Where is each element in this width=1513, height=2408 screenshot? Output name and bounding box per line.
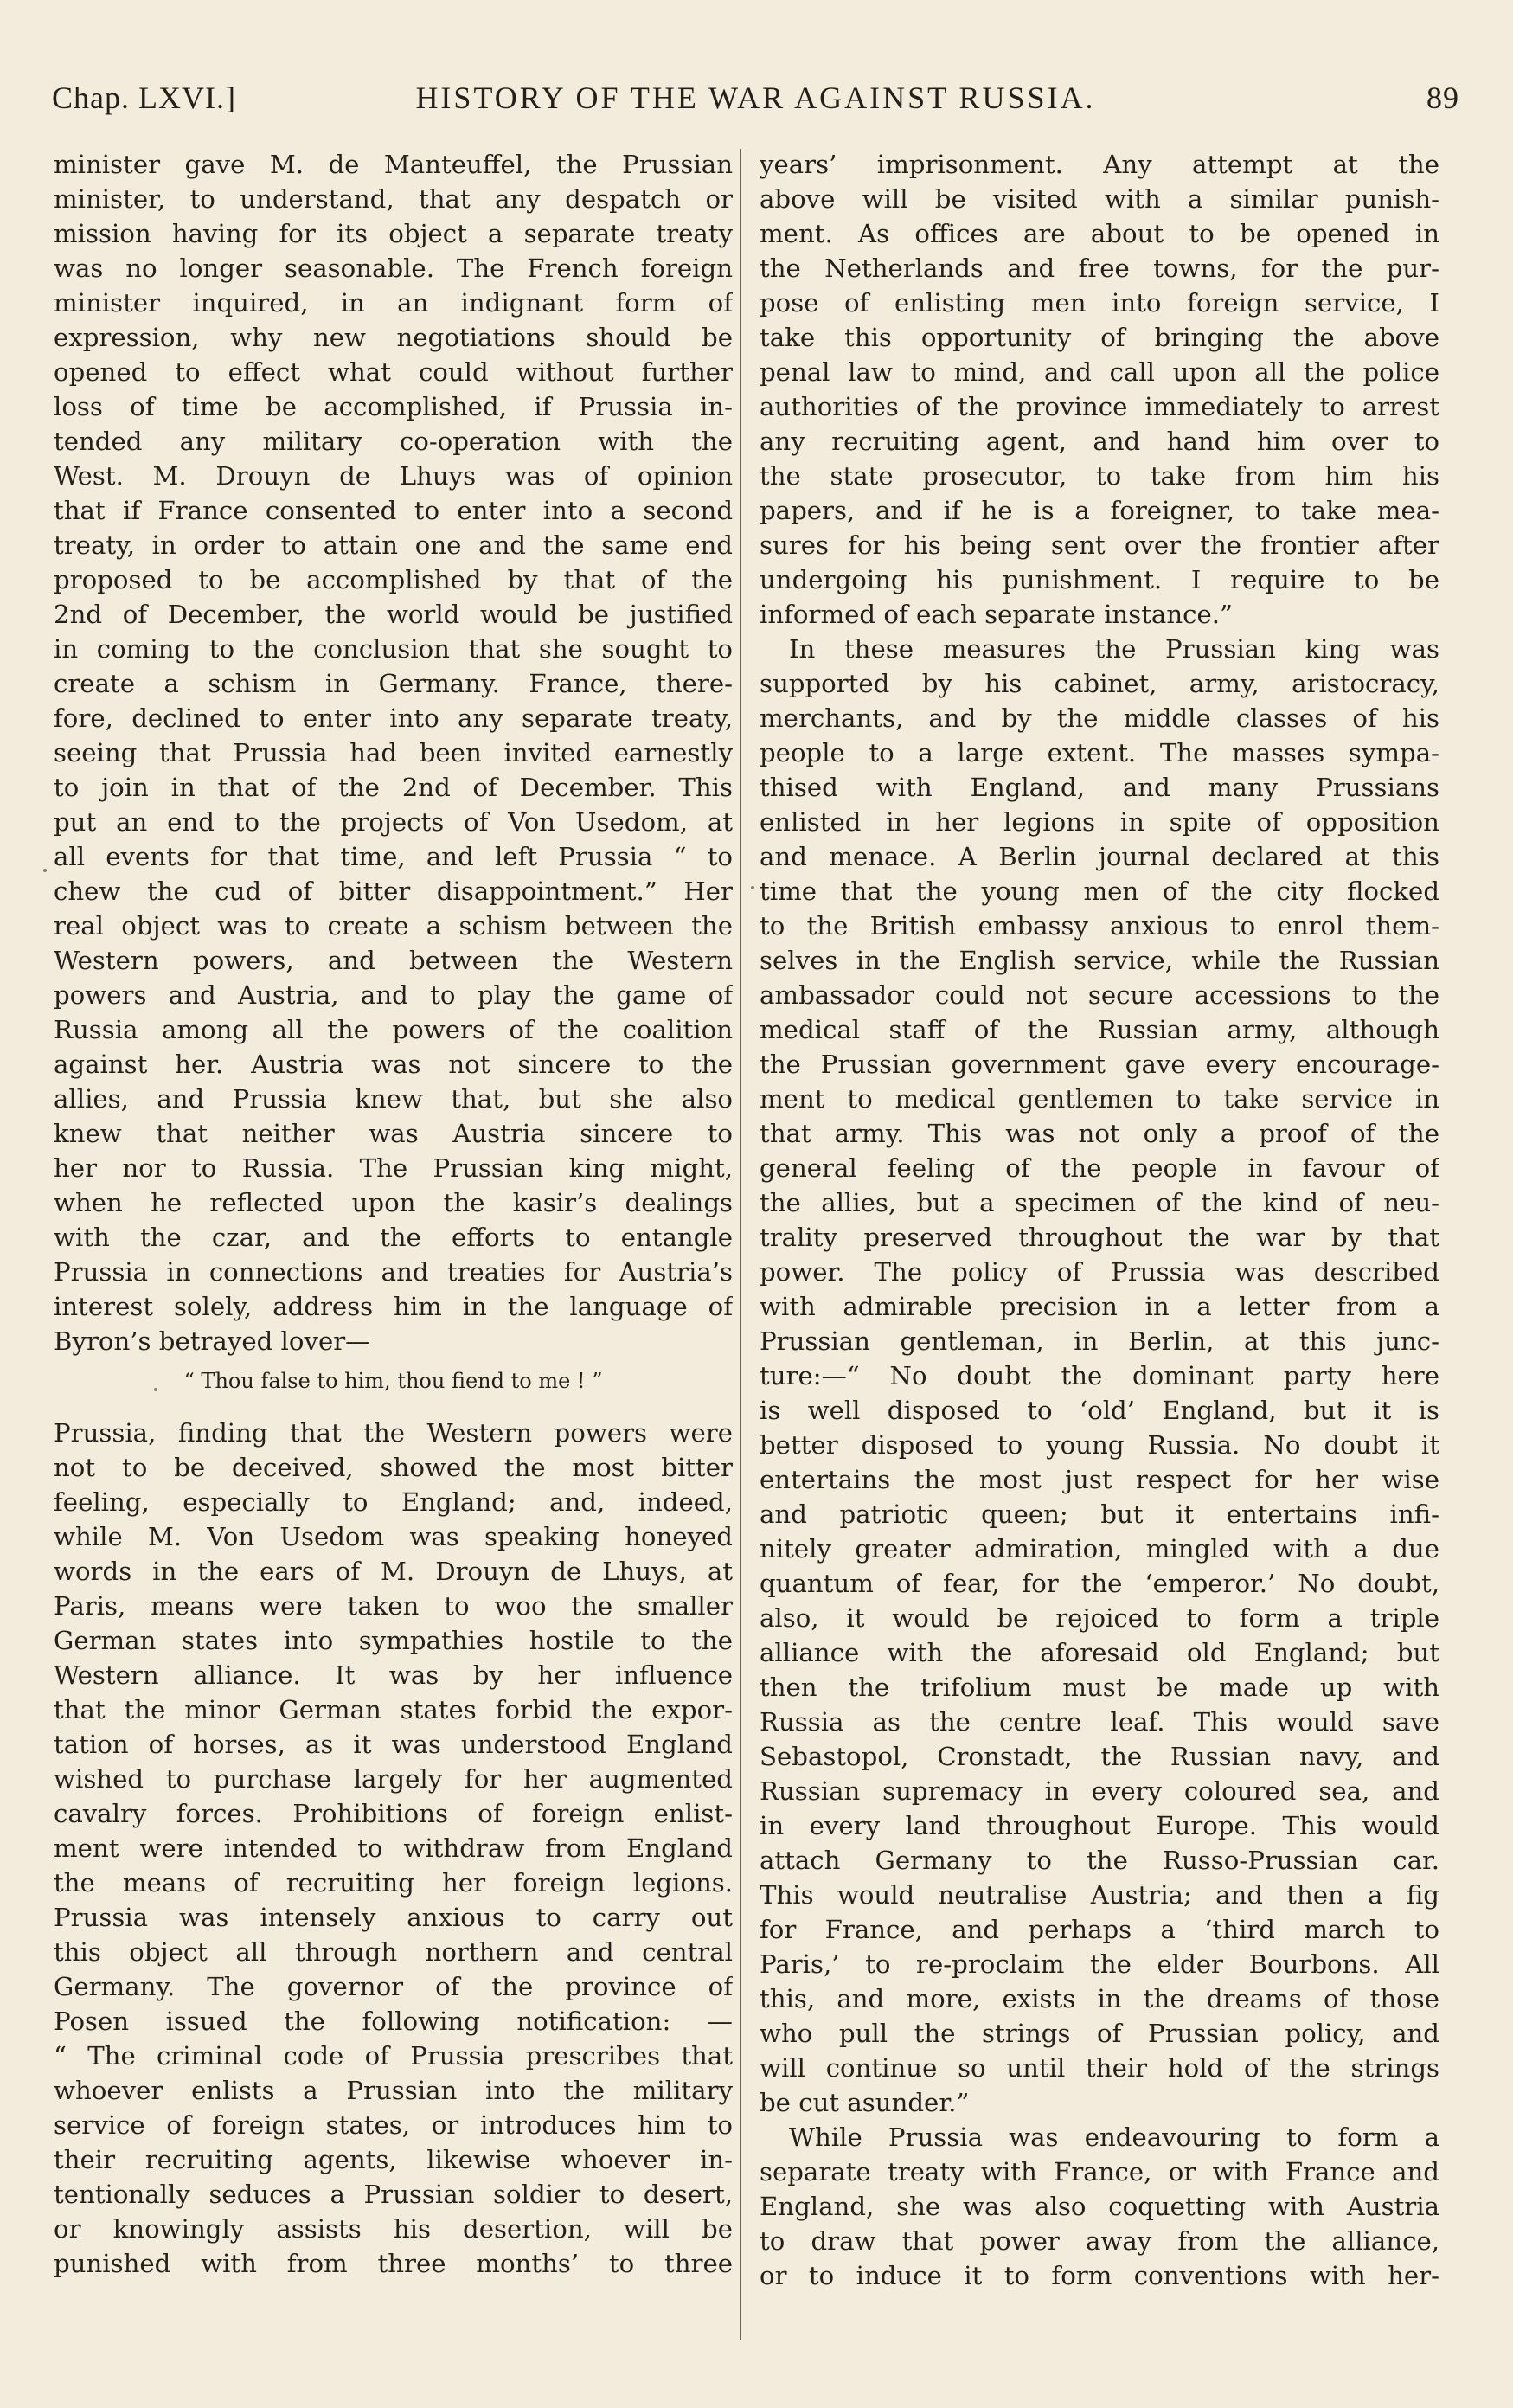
text-line: above will be visited with a similar punish-: [760, 184, 1439, 214]
text-line: or to induce it to form conventions with her-: [760, 2261, 1439, 2290]
text-line: Russia among all the powers of the coalition: [54, 1015, 733, 1044]
text-line: to join in that of the 2nd of December. This: [54, 773, 733, 802]
text-line: In these measures the Prussian king was: [789, 634, 1439, 664]
text-line: this object all through northern and central: [54, 1937, 733, 1967]
text-line: against her. Austria was not sincere to the: [54, 1050, 733, 1079]
text-line: Western powers, and between the Western: [54, 946, 733, 975]
text-line: undergoing his punishment. I require to be: [760, 565, 1439, 594]
text-line: Western alliance. It was by her influence: [54, 1660, 733, 1690]
text-line: the state prosecutor, to take from him his: [760, 461, 1439, 491]
text-line: the Netherlands and free towns, for the pur-: [760, 254, 1439, 283]
text-line: 2nd of December, the world would be justified: [54, 600, 733, 629]
text-line: when he reflected upon the kasir’s dealings: [54, 1188, 733, 1217]
text-line: in every land throughout Europe. This would: [760, 1811, 1439, 1840]
paragraph: [54, 147, 733, 1358]
text-line: authorities of the province immediately to arrest: [760, 392, 1439, 421]
text-line: feeling, especially to England; and, indeed,: [54, 1487, 733, 1517]
text-line: ambassador could not secure accessions to the: [760, 980, 1439, 1010]
text-line: punished with from three months’ to three: [54, 2249, 733, 2278]
text-line: trality preserved throughout the war by that: [760, 1223, 1439, 1252]
text-line: and menace. A Berlin journal declared at this: [760, 842, 1439, 871]
text-line: who pull the strings of Prussian policy, and: [760, 2019, 1439, 2048]
text-line: opened to effect what could without further: [54, 357, 733, 387]
text-line: ment. As offices are about to be opened in: [760, 219, 1439, 248]
text-line: merchants, and by the middle classes of his: [760, 703, 1439, 733]
ink-speck: [751, 886, 754, 889]
text-line: Paris,’ to re-proclaim the elder Bourbons. All: [760, 1949, 1439, 1979]
text-line: Posen issued the following notification: —: [54, 2007, 733, 2036]
text-line: expression, why new negotiations should be: [54, 323, 733, 352]
paragraph: [54, 1416, 733, 2281]
text-line: enlisted in her legions in spite of opposition: [760, 807, 1439, 837]
text-line: Prussia in connections and treaties for Austria’s: [54, 1257, 733, 1287]
text-line: her nor to Russia. The Prussian king might,: [54, 1153, 733, 1183]
text-line: ture:—“ No doubt the dominant party here: [760, 1361, 1439, 1390]
text-line: minister, to understand, that any despatch or: [54, 184, 733, 214]
text-line: with admirable precision in a letter from a: [760, 1292, 1439, 1321]
right-column: [760, 147, 1439, 2293]
text-line: wished to purchase largely for her augmented: [54, 1764, 733, 1794]
text-line: words in the ears of M. Drouyn de Lhuys, at: [54, 1557, 733, 1586]
text-line: interest solely, address him in the language of: [54, 1292, 733, 1321]
text-line: ment were intended to withdraw from England: [54, 1833, 733, 1863]
text-line: Paris, means were taken to woo the smaller: [54, 1591, 733, 1621]
text-line: not to be deceived, showed the most bitter: [54, 1453, 733, 1482]
text-line: mission having for its object a separate treaty: [54, 219, 733, 248]
verse-quote: “ Thou false to him, thou fiend to me ! ”: [183, 1369, 603, 1393]
text-line: loss of time be accomplished, if Prussia in-: [54, 392, 733, 421]
text-line: quantum of fear, for the ‘emperor.’ No doubt,: [760, 1569, 1439, 1598]
text-line: fore, declined to enter into any separate treaty,: [54, 703, 733, 733]
text-line: papers, and if he is a foreigner, to take mea-: [760, 496, 1439, 525]
text-line: in coming to the conclusion that she sought to: [54, 634, 733, 664]
text-line: also, it would be rejoiced to form a triple: [760, 1603, 1439, 1633]
text-line: service of foreign states, or introduces him to: [54, 2110, 733, 2140]
text-line: While Prussia was endeavouring to form a: [789, 2122, 1439, 2152]
text-line: and patriotic queen; but it entertains infi-: [760, 1499, 1439, 1529]
text-line: selves in the English service, while the Russian: [760, 946, 1439, 975]
text-line: their recruiting agents, likewise whoever in-: [54, 2145, 733, 2174]
text-line: attach Germany to the Russo-Prussian car.: [760, 1846, 1439, 1875]
text-line: chew the cud of bitter disappointment.” Her: [54, 877, 733, 906]
text-line: with the czar, and the efforts to entangle: [54, 1223, 733, 1252]
text-line: or knowingly assists his desertion, will be: [54, 2214, 733, 2244]
text-line: was no longer seasonable. The French foreign: [54, 254, 733, 283]
text-line: alliance with the aforesaid old England; but: [760, 1638, 1439, 1667]
text-line: this, and more, exists in the dreams of those: [760, 1984, 1439, 2013]
page-header: [52, 80, 1459, 132]
text-line: Russian supremacy in every coloured sea, and: [760, 1776, 1439, 1806]
text-line: powers and Austria, and to play the game of: [54, 980, 733, 1010]
text-line: treaty, in order to attain one and the same end: [54, 530, 733, 560]
paragraph: [760, 2120, 1439, 2293]
text-line: the allies, but a specimen of the kind of neu-: [760, 1188, 1439, 1217]
text-line: while M. Von Usedom was speaking honeyed: [54, 1522, 733, 1551]
text-line: cavalry forces. Prohibitions of foreign enlist-: [54, 1799, 733, 1828]
text-line: time that the young men of the city flocked: [760, 877, 1439, 906]
text-line: real object was to create a schism between the: [54, 911, 733, 941]
text-line: general feeling of the people in favour of: [760, 1153, 1439, 1183]
text-line: that the minor German states forbid the expor-: [54, 1695, 733, 1724]
text-line: Russia as the centre leaf. This would save: [760, 1707, 1439, 1737]
text-line: tation of horses, as it was understood England: [54, 1730, 733, 1759]
text-line: seeing that Prussia had been invited earnestly: [54, 738, 733, 767]
text-line: power. The policy of Prussia was described: [760, 1257, 1439, 1287]
text-line: sures for his being sent over the frontier after: [760, 530, 1439, 560]
text-line: Prussia, finding that the Western powers were: [54, 1418, 733, 1448]
text-line: entertains the most just respect for her wise: [760, 1465, 1439, 1494]
left-column: [54, 147, 733, 2281]
text-line: tentionally seduces a Prussian soldier to desert,: [54, 2180, 733, 2209]
text-line: people to a large extent. The masses sympa-: [760, 738, 1439, 767]
paragraph: [760, 632, 1439, 2120]
paragraph: [760, 147, 1439, 632]
column-divider: [740, 149, 741, 2340]
text-line: Prussian gentleman, in Berlin, at this junc-: [760, 1326, 1439, 1356]
text-line: the means of recruiting her foreign legions.: [54, 1868, 733, 1898]
text-line: knew that neither was Austria sincere to: [54, 1119, 733, 1148]
page-number: 89: [1426, 80, 1459, 115]
text-line: take this opportunity of bringing the above: [760, 323, 1439, 352]
text-line: Byron’s betrayed lover—: [54, 1326, 371, 1356]
text-line: This would neutralise Austria; and then a fig: [760, 1880, 1439, 1910]
text-line: any recruiting agent, and hand him over to: [760, 427, 1439, 456]
text-line: to the British embassy anxious to enrol them-: [760, 911, 1439, 941]
running-title: HISTORY OF THE WAR AGAINST RUSSIA.: [415, 80, 1096, 115]
text-line: tended any military co-operation with the: [54, 427, 733, 456]
text-line: for France, and perhaps a ‘third march to: [760, 1915, 1439, 1944]
text-line: years’ imprisonment. Any attempt at the: [760, 150, 1439, 179]
text-line: allies, and Prussia knew that, but she also: [54, 1084, 733, 1114]
chapter-label: Chap. LXVI.]: [52, 80, 236, 115]
text-line: medical staff of the Russian army, although: [760, 1015, 1439, 1044]
text-line: minister inquired, in an indignant form of: [54, 288, 733, 318]
text-line: supported by his cabinet, army, aristocracy,: [760, 669, 1439, 698]
text-line: then the trifolium must be made up with: [760, 1673, 1439, 1702]
text-line: informed of each separate instance.”: [760, 600, 1233, 629]
text-line: to draw that power away from the alliance,: [760, 2226, 1439, 2256]
text-line: be cut asunder.”: [760, 2088, 970, 2117]
text-line: separate treaty with France, or with France and: [760, 2157, 1439, 2186]
text-line: whoever enlists a Prussian into the military: [54, 2076, 733, 2105]
text-line: Sebastopol, Cronstadt, the Russian navy, and: [760, 1742, 1439, 1771]
text-line: England, she was also coquetting with Austria: [760, 2192, 1439, 2221]
text-line: penal law to mind, and call upon all the police: [760, 357, 1439, 387]
text-line: pose of enlisting men into foreign service, I: [760, 288, 1439, 318]
text-line: that if France consented to enter into a second: [54, 496, 733, 525]
text-line: German states into sympathies hostile to the: [54, 1626, 733, 1655]
text-line: thised with England, and many Prussians: [760, 773, 1439, 802]
text-line: all events for that time, and left Prussia “ to: [54, 842, 733, 871]
text-line: Prussia was intensely anxious to carry out: [54, 1903, 733, 1932]
text-line: minister gave M. de Manteuffel, the Prussian: [54, 150, 733, 179]
ink-speck: [43, 869, 47, 872]
text-line: is well disposed to ‘old’ England, but it is: [760, 1396, 1439, 1425]
text-line: that army. This was not only a proof of the: [760, 1119, 1439, 1148]
text-line: West. M. Drouyn de Lhuys was of opinion: [54, 461, 733, 491]
text-line: the Prussian government gave every encourage-: [760, 1050, 1439, 1079]
text-line: proposed to be accomplished by that of the: [54, 565, 733, 594]
text-line: create a schism in Germany. France, there-: [54, 669, 733, 698]
ink-speck: [154, 1388, 157, 1391]
text-line: Germany. The governor of the province of: [54, 1972, 733, 2001]
text-line: put an end to the projects of Von Usedom, at: [54, 807, 733, 837]
text-line: ment to medical gentlemen to take service in: [760, 1084, 1439, 1114]
text-line: better disposed to young Russia. No doubt it: [760, 1430, 1439, 1460]
text-line: nitely greater admiration, mingled with a due: [760, 1534, 1439, 1564]
text-line: will continue so until their hold of the strings: [760, 2053, 1439, 2083]
text-line: “ The criminal code of Prussia prescribes that: [54, 2041, 733, 2071]
